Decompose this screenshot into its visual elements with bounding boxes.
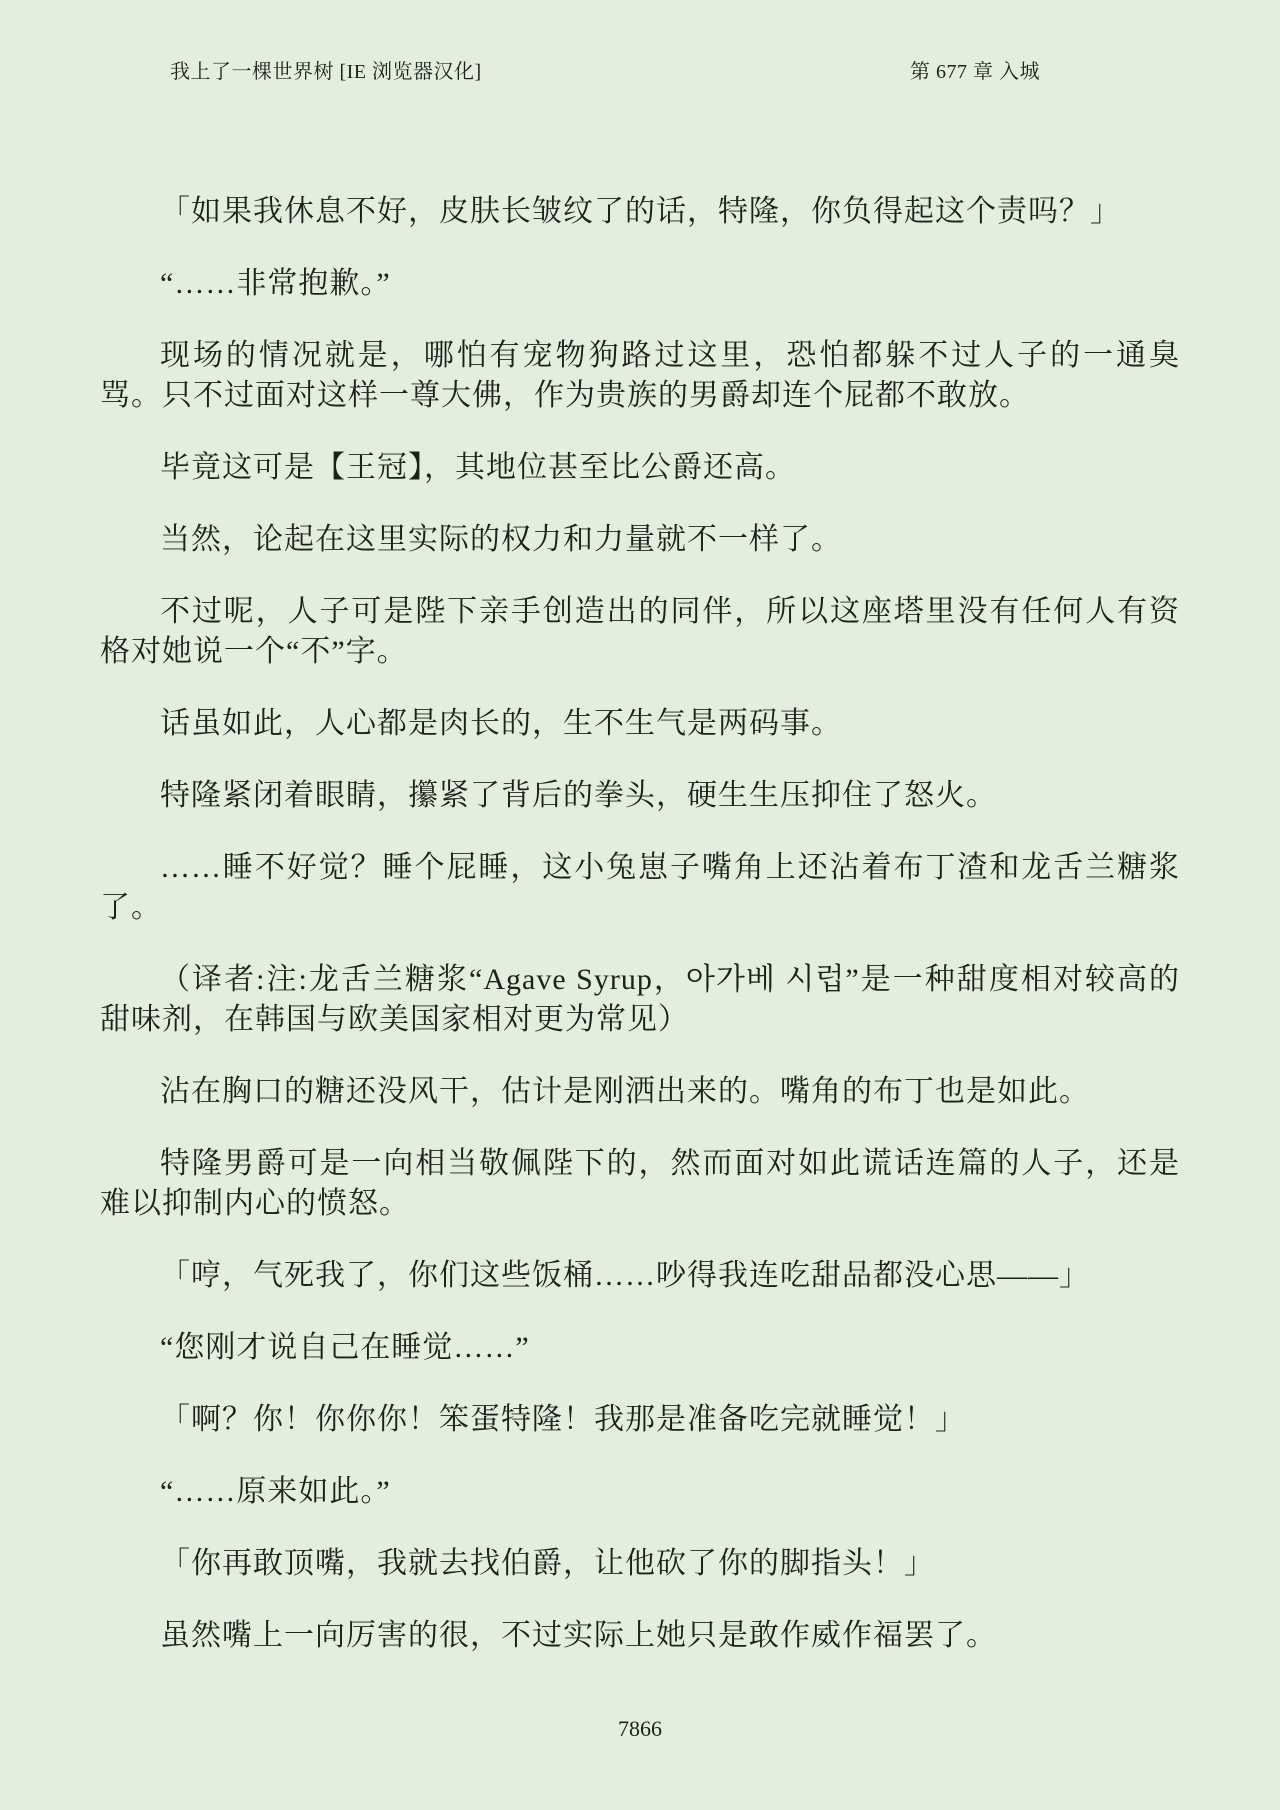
paragraph: 沾在胸口的糖还没风干，估计是刚洒出来的。嘴角的布丁也是如此。 (160, 1075, 1090, 1108)
paragraph: 虽然嘴上一向厉害的很，不过实际上她只是敢作威作福罢了。 (160, 1619, 997, 1652)
paragraph: 特隆男爵可是一向相当敬佩陛下的，然而面对如此谎话连篇的人子，还是难以抑制内心的愤怒。 (100, 1147, 1180, 1220)
chapter-title: 第 677 章 入城 (910, 61, 1040, 83)
paragraph: 当然，论起在这里实际的权力和力量就不一样了。 (160, 523, 842, 556)
paragraph: 「啊？你！你你你！笨蛋特隆！我那是准备吃完就睡觉！」 (160, 1403, 966, 1436)
page-header (0, 0, 1280, 84)
book-title: 我上了一棵世界树 [IE 浏览器汉化] (170, 61, 482, 83)
paragraph: 毕竟这可是【王冠】，其地位甚至比公爵还高。 (160, 451, 796, 484)
paragraph: “您刚才说自己在睡觉……” (160, 1331, 530, 1364)
paragraph-translator-note: （译者:注:龙舌兰糖浆“Agave Syrup，아가베 시럽”是一种甜度相对较高的甜味剂，在韩国与欧美国家相对更为常见） (100, 963, 1180, 1036)
paragraph: 「你再敢顶嘴，我就去找伯爵，让他砍了你的脚指头！」 (160, 1547, 935, 1580)
page-number: 7866 (618, 1716, 662, 1741)
paragraph: 「哼，气死我了，你们这些饭桶……吵得我连吃甜品都没心思——」 (160, 1259, 1090, 1292)
paragraph: 特隆紧闭着眼睛，攥紧了背后的拳头，硬生生压抑住了怒火。 (160, 779, 997, 812)
paragraph: 话虽如此，人心都是肉长的，生不生气是两码事。 (160, 707, 842, 740)
paragraph: 现场的情况就是，哪怕有宠物狗路过这里，恐怕都躲不过人子的一通臭骂。只不过面对这样一尊大佛，作为贵族的男爵却连个屁都不敢放。 (100, 339, 1180, 412)
paragraph: 「如果我休息不好，皮肤长皱纹了的话，特隆，你负得起这个责吗？」 (160, 195, 1121, 228)
paragraph: ……睡不好觉？睡个屁睡，这小兔崽子嘴角上还沾着布丁渣和龙舌兰糖浆了。 (100, 851, 1180, 924)
paragraph: “……非常抱歉。” (160, 267, 391, 300)
chapter-text (100, 84, 1180, 1656)
paragraph: 不过呢，人子可是陛下亲手创造出的同伴，所以这座塔里没有任何人有资格对她说一个“不”字。 (100, 595, 1180, 668)
paragraph: “……原来如此。” (160, 1475, 391, 1508)
